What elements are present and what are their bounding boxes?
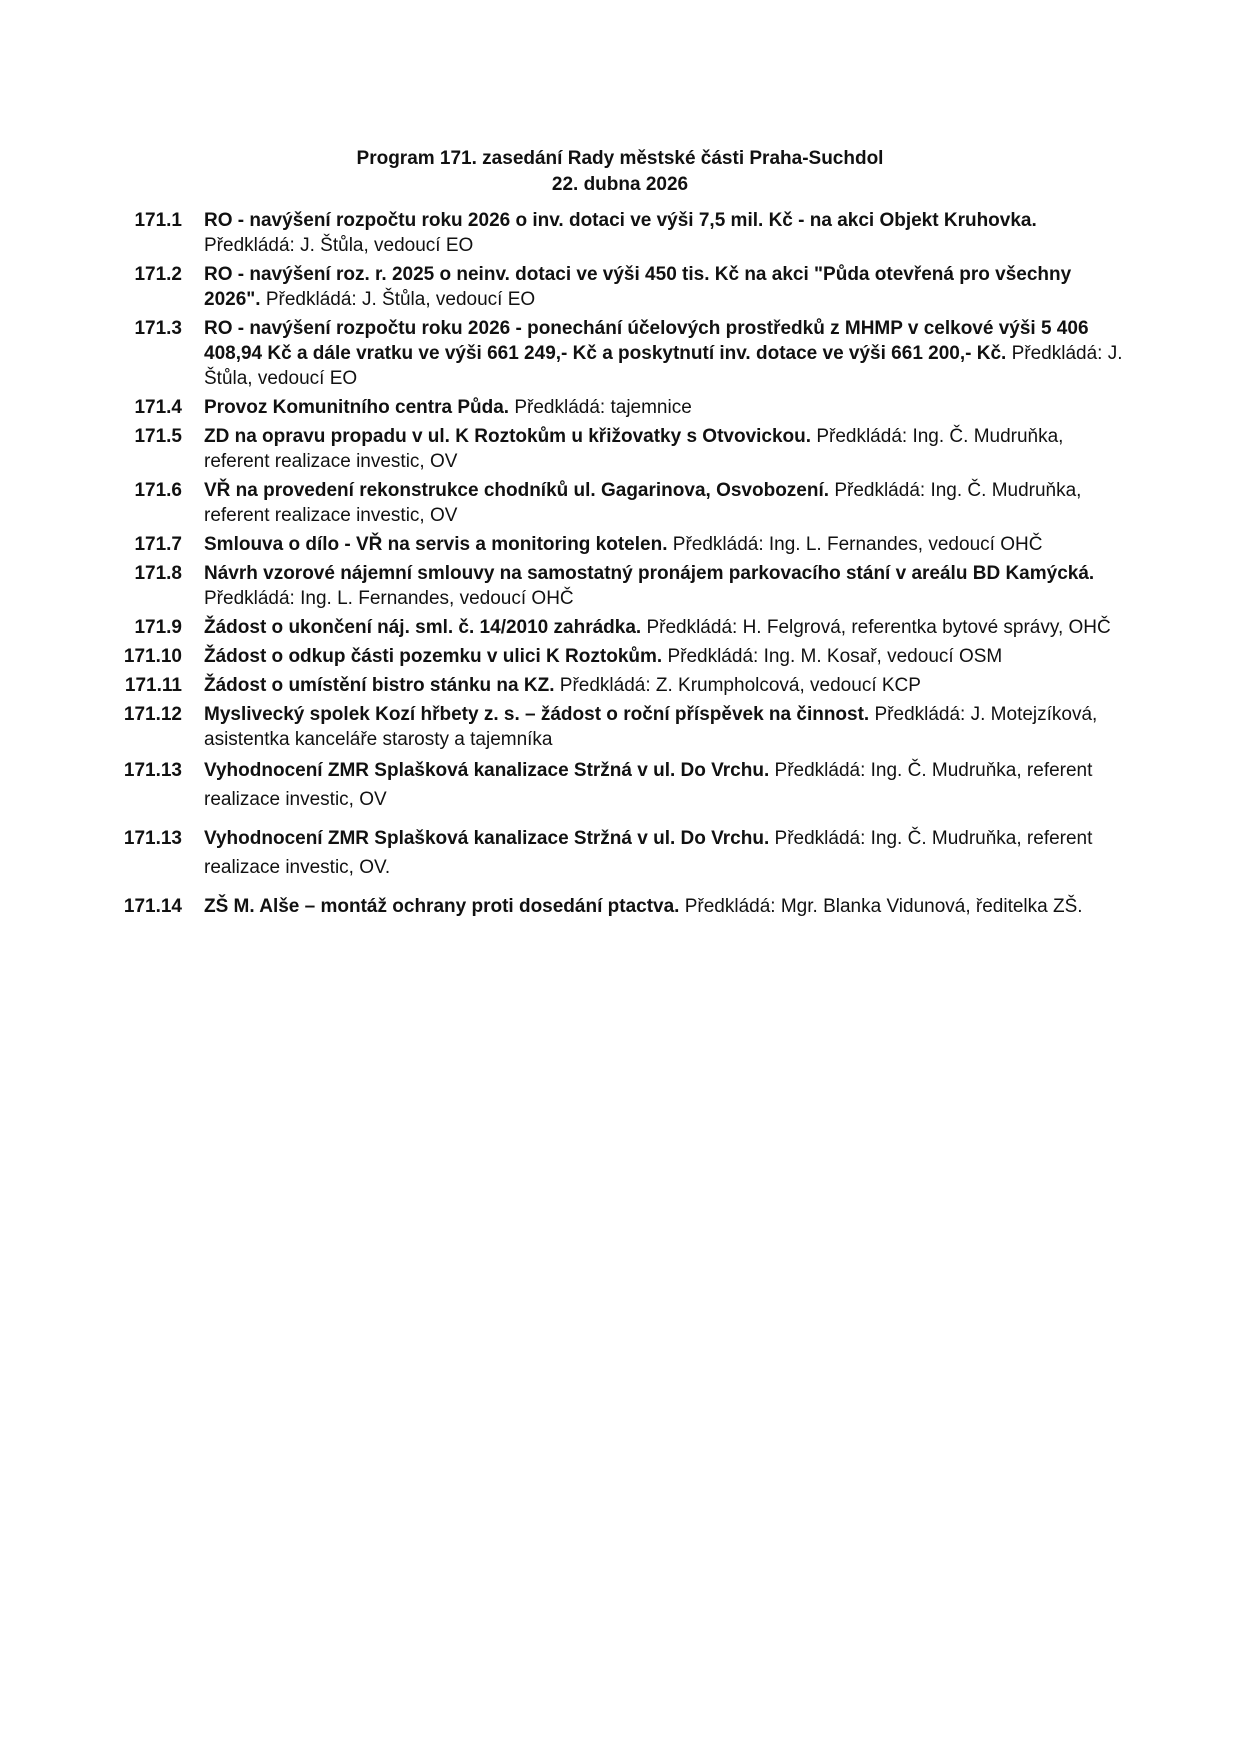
agenda-item-presenter: Předkládá: Ing. Č. Mudruňka, referent realizace investic, OV [204,480,1082,526]
agenda-item [0,615,1240,640]
agenda-item-text [204,478,1124,528]
agenda-item-presenter: Předkládá: J. Štůla, vedoucí EO [204,343,1123,389]
agenda-item-number: 171.2 [134,264,182,285]
agenda-item-text [204,756,1124,814]
agenda-item-text [204,316,1124,391]
agenda-item [0,424,1240,474]
agenda-item-presenter: Předkládá: Ing. Č. Mudruňka, referent realizace investic, OV [204,760,1093,810]
agenda-item [0,532,1240,557]
agenda-item-title: RO - navýšení rozpočtu roku 2026 o inv. dotaci ve výši 7,5 mil. Kč - na akci Objekt Kruhovka. [204,210,1037,231]
agenda-item-title: Žádost o odkup části pozemku v ulici K Roztokům. [204,646,663,667]
agenda-item-text [204,532,1124,557]
agenda-item-text [204,395,1124,420]
agenda-item-presenter: Předkládá: J. Motejzíková, asistentka kanceláře starosty a tajemníka [204,704,1098,750]
agenda-item-presenter: Předkládá: H. Felgrová, referentka bytové správy, OHČ [646,617,1111,638]
agenda-item-text [204,892,1124,921]
agenda-item-presenter: Předkládá: tajemnice [514,397,692,418]
agenda-item-text [204,424,1124,474]
agenda-item-number: 171.3 [134,318,182,339]
agenda-item-number: 171.7 [134,534,182,555]
agenda-item [0,702,1240,752]
agenda-item-text [204,208,1124,258]
agenda-item [0,561,1240,611]
agenda-item-presenter: Předkládá: Ing. L. Fernandes, vedoucí OHČ [672,534,1043,555]
agenda-item-text [204,615,1124,640]
agenda-item-text [204,644,1124,669]
agenda-item-title: RO - navýšení rozpočtu roku 2026 - ponechání účelových prostředků z MHMP v celkové výši 5 406 408,94 Kč a dále vratku ve výši 661 249,- Kč a poskytnutí inv. dotace ve výši 661 200,- Kč. [204,318,1089,364]
agenda-item-title: RO - navýšení roz. r. 2025 o neinv. dotaci ve výši 450 tis. Kč na akci "Půda otevřená pro všechny 2026". [204,264,1072,310]
agenda-item [0,316,1240,391]
agenda-item-text [204,702,1124,752]
agenda-item-text [204,824,1124,882]
agenda-item-title: Smlouva o dílo - VŘ na servis a monitoring kotelen. [204,534,668,555]
agenda-item-presenter: Předkládá: Ing. Č. Mudruňka, referent realizace investic, OV [204,426,1064,472]
agenda-item-title: Vyhodnocení ZMR Splašková kanalizace Stržná v ul. Do Vrchu. [204,760,770,781]
agenda-item-title: Žádost o ukončení náj. sml. č. 14/2010 zahrádka. [204,617,642,638]
agenda-item-title: Provoz Komunitního centra Půda. [204,397,510,418]
agenda-item-presenter: Předkládá: Mgr. Blanka Vidunová, ředitelka ZŠ. [684,896,1083,917]
agenda-item-number: 171.9 [134,617,182,638]
agenda-item [0,824,1240,882]
agenda-item-title: Vyhodnocení ZMR Splašková kanalizace Stržná v ul. Do Vrchu. [204,828,770,849]
document-title: Program 171. zasedání Rady městské části Praha-Suchdol [356,148,884,169]
agenda-item-title: VŘ na provedení rekonstrukce chodníků ul. Gagarinova, Osvobození. [204,480,830,501]
agenda-list [0,208,1240,925]
agenda-item-number: 171.10 [123,646,182,667]
agenda-item-number: 171.4 [134,397,182,418]
agenda-item-number: 171.13 [123,828,182,849]
agenda-item-number: 171.5 [134,426,182,447]
agenda-item [0,208,1240,258]
agenda-item-presenter: Předkládá: J. Štůla, vedoucí EO [265,289,536,310]
agenda-item-presenter: Předkládá: Ing. L. Fernandes, vedoucí OHČ [204,588,574,609]
agenda-item-number: 171.12 [123,704,182,725]
agenda-item-number: 171.1 [134,210,182,231]
agenda-item-title: ZŠ M. Alše – montáž ochrany proti dosedání ptactva. [204,896,680,917]
agenda-item [0,644,1240,669]
agenda-item-number: 171.14 [123,896,182,917]
agenda-item-text [204,262,1124,312]
agenda-item-number: 171.11 [124,675,182,696]
agenda-item-number: 171.13 [123,760,182,781]
agenda-item-title: Návrh vzorové nájemní smlouvy na samostatný pronájem parkovacího stání v areálu BD Kamýcká. [204,563,1095,584]
agenda-item [0,756,1240,814]
agenda-item-presenter: Předkládá: Ing. M. Kosař, vedoucí OSM [667,646,1003,667]
document-date: 22. dubna 2026 [551,174,689,195]
agenda-item [0,673,1240,698]
agenda-item-number: 171.6 [134,480,182,501]
document-header [0,146,1240,198]
agenda-item [0,262,1240,312]
agenda-item-presenter: Předkládá: Z. Krumpholcová, vedoucí KCP [559,675,921,696]
agenda-item-number: 171.8 [134,563,182,584]
agenda-item-presenter: Předkládá: Ing. Č. Mudruňka, referent realizace investic, OV. [204,828,1093,878]
agenda-item-text [204,673,1124,698]
agenda-item-title: Myslivecký spolek Kozí hřbety z. s. – žádost o roční příspěvek na činnost. [204,704,870,725]
agenda-item-text [204,561,1124,611]
agenda-item [0,395,1240,420]
agenda-item [0,892,1240,921]
agenda-item-title: Žádost o umístění bistro stánku na KZ. [204,675,555,696]
agenda-item-presenter: Předkládá: J. Štůla, vedoucí EO [204,235,474,256]
agenda-item-title: ZD na opravu propadu v ul. K Roztokům u křižovatky s Otvovickou. [204,426,812,447]
agenda-item [0,478,1240,528]
